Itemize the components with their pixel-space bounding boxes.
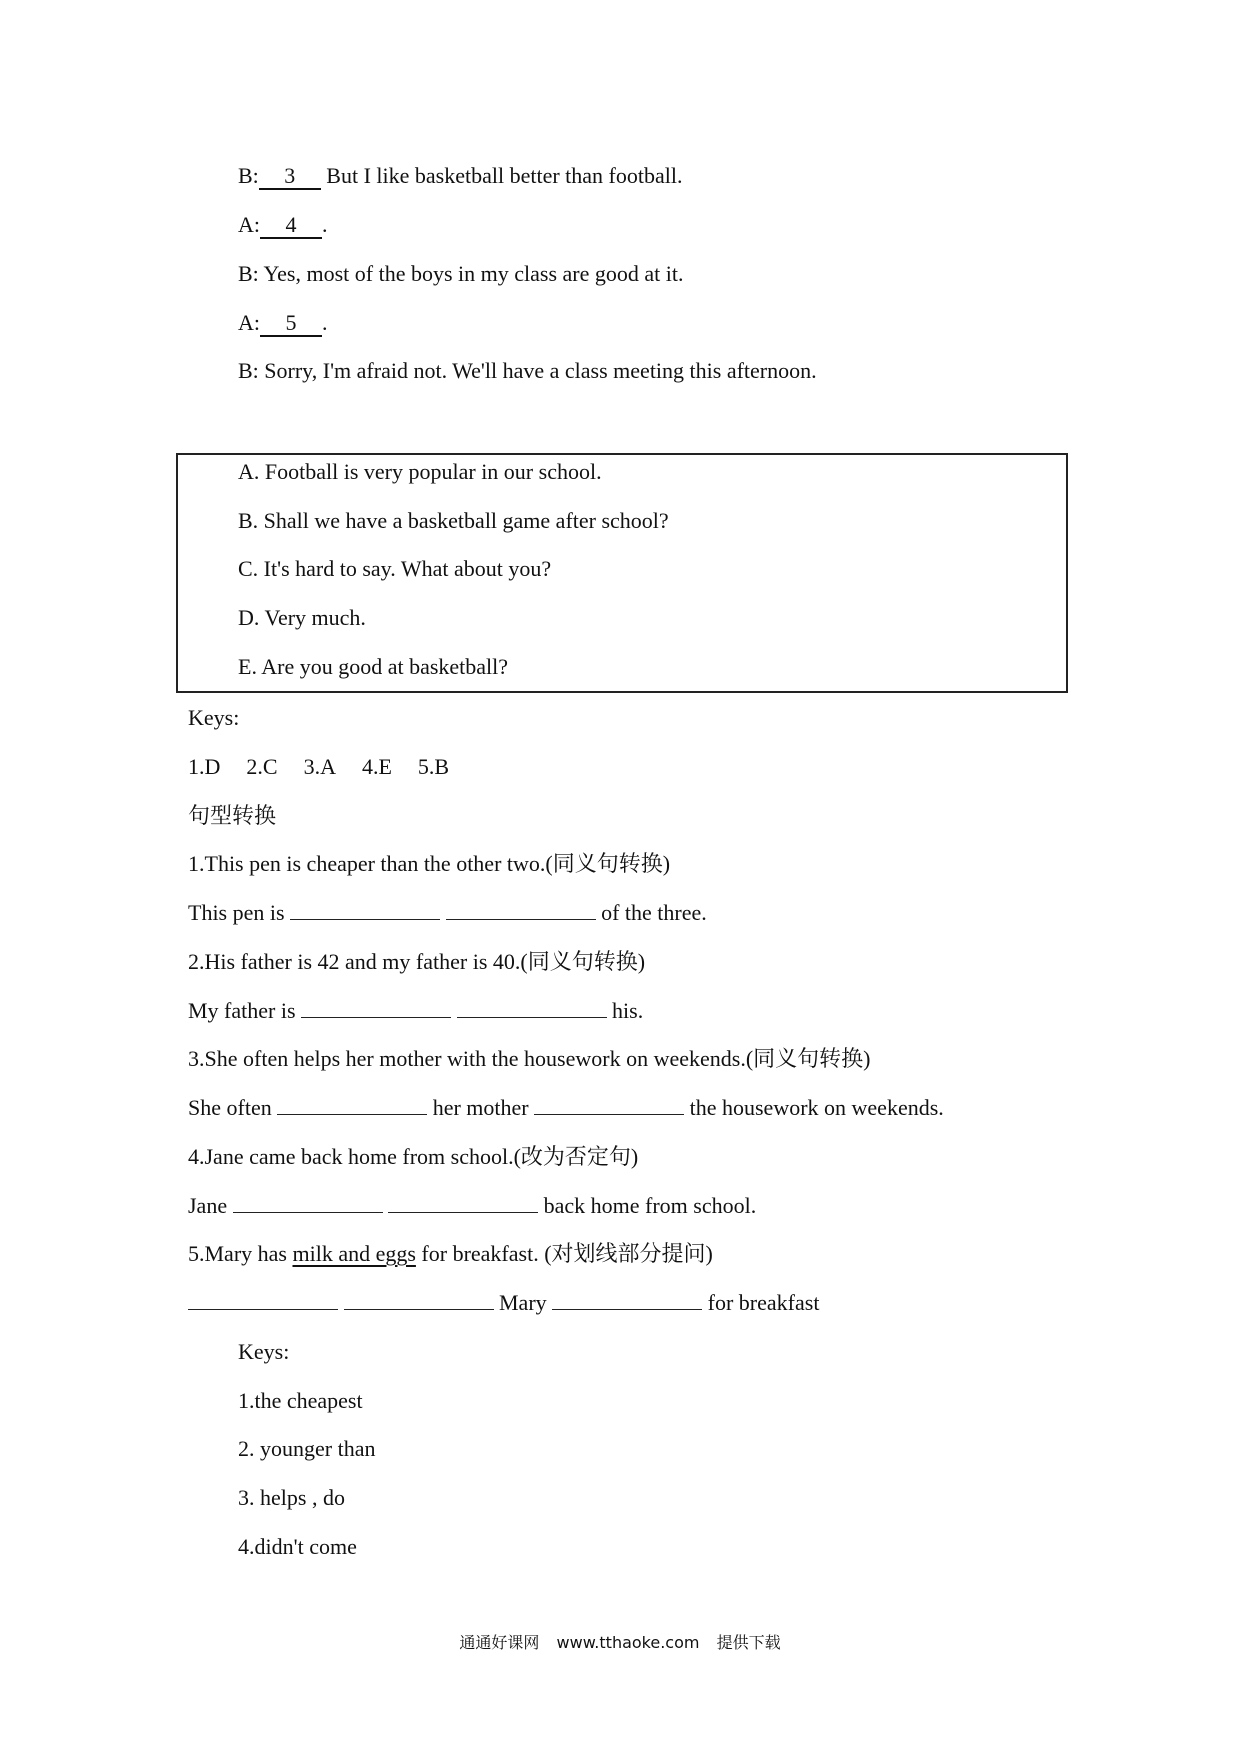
option-c: C. It's hard to say. What about you? — [238, 556, 552, 581]
keys-answers — [188, 752, 475, 782]
dialogue-line-2 — [238, 210, 328, 240]
speaker: B: — [238, 261, 259, 286]
fill-text: her mother — [432, 1095, 529, 1120]
fill-text: his. — [612, 998, 644, 1023]
key-answer-3: 3. helps , do — [238, 1485, 345, 1510]
fill-blank — [388, 1194, 538, 1213]
option-e: E. Are you good at basketball? — [238, 654, 509, 679]
speaker: A: — [238, 310, 260, 335]
answer-blank: 5 — [260, 311, 322, 337]
dialogue-line-1 — [238, 161, 682, 191]
key-answer: 3.A — [303, 754, 336, 779]
fill-text: of the three. — [601, 900, 707, 925]
question-4-prompt: 4.Jane came back home from school.(改为否定句) — [188, 1144, 639, 1169]
footer-site: 通通好课网 — [459, 1633, 540, 1652]
fill-text: My father is — [188, 998, 296, 1023]
fill-blank — [552, 1291, 702, 1310]
dialogue-text: . — [322, 212, 328, 237]
question-5-prompt — [188, 1239, 713, 1269]
fill-blank — [188, 1291, 338, 1310]
key-answer-4: 4.didn't come — [238, 1534, 357, 1559]
speaker: B: — [238, 358, 259, 383]
fill-text: Mary — [499, 1290, 547, 1315]
fill-blank — [446, 901, 596, 920]
question-2-prompt: 2.His father is 42 and my father is 40.(同义句转换) — [188, 949, 646, 974]
key-answer: 4.E — [361, 754, 392, 779]
key-answer: 2.C — [246, 754, 278, 779]
speaker: B: — [238, 163, 259, 188]
fill-blank — [457, 999, 607, 1018]
key-answer-2: 2. younger than — [238, 1436, 376, 1461]
keys-label: Keys: — [238, 1339, 290, 1364]
question-2-fill — [188, 996, 643, 1026]
keys-label: Keys: — [188, 705, 240, 730]
question-5-fill — [188, 1288, 819, 1318]
fill-text: back home from school. — [543, 1193, 757, 1218]
answer-blank: 3 — [259, 164, 321, 190]
dialogue-text: . — [322, 310, 328, 335]
option-a: A. Football is very popular in our school. — [238, 459, 602, 484]
dialogue-line-5 — [238, 356, 817, 386]
fill-text: for breakfast — [707, 1290, 820, 1315]
fill-blank — [534, 1096, 684, 1115]
question-1-fill — [188, 898, 707, 928]
dialogue-text: Yes, most of the boys in my class are good at it. — [258, 261, 684, 286]
fill-text: the housework on weekends. — [689, 1095, 944, 1120]
answer-blank: 4 — [260, 213, 322, 239]
prompt-text: 5.Mary has — [188, 1241, 293, 1266]
fill-text: Jane — [188, 1193, 228, 1218]
underlined-part: milk and eggs — [292, 1241, 416, 1266]
dialogue-text: Sorry, I'm afraid not. We'll have a class meeting this afternoon. — [258, 358, 817, 383]
dialogue-line-4 — [238, 308, 328, 338]
section-title: 句型转换 — [188, 803, 277, 828]
question-3-fill — [188, 1093, 944, 1123]
footer-url[interactable]: www.tthaoke.com — [556, 1633, 700, 1652]
question-4-fill — [188, 1191, 756, 1221]
fill-blank — [233, 1194, 383, 1213]
prompt-text: for breakfast. (对划线部分提问) — [415, 1241, 713, 1266]
question-1-prompt: 1.This pen is cheaper than the other two.(同义句转换) — [188, 851, 671, 876]
question-3-prompt: 3.She often helps her mother with the housework on weekends.(同义句转换) — [188, 1046, 871, 1071]
fill-blank — [301, 999, 451, 1018]
key-answer-1: 1.the cheapest — [238, 1388, 363, 1413]
speaker: A: — [238, 212, 260, 237]
footer-action: 提供下载 — [716, 1633, 781, 1652]
fill-blank — [277, 1096, 427, 1115]
dialogue-line-3 — [238, 259, 684, 289]
key-answer: 1.D — [188, 754, 221, 779]
fill-blank — [344, 1291, 494, 1310]
fill-text: She often — [188, 1095, 272, 1120]
option-d: D. Very much. — [238, 605, 366, 630]
page-footer — [0, 1631, 1240, 1655]
dialogue-text: But I like basketball better than football. — [320, 163, 683, 188]
fill-text: This pen is — [188, 900, 285, 925]
key-answer: 5.B — [417, 754, 450, 779]
option-b: B. Shall we have a basketball game after school? — [238, 508, 669, 533]
fill-blank — [290, 901, 440, 920]
